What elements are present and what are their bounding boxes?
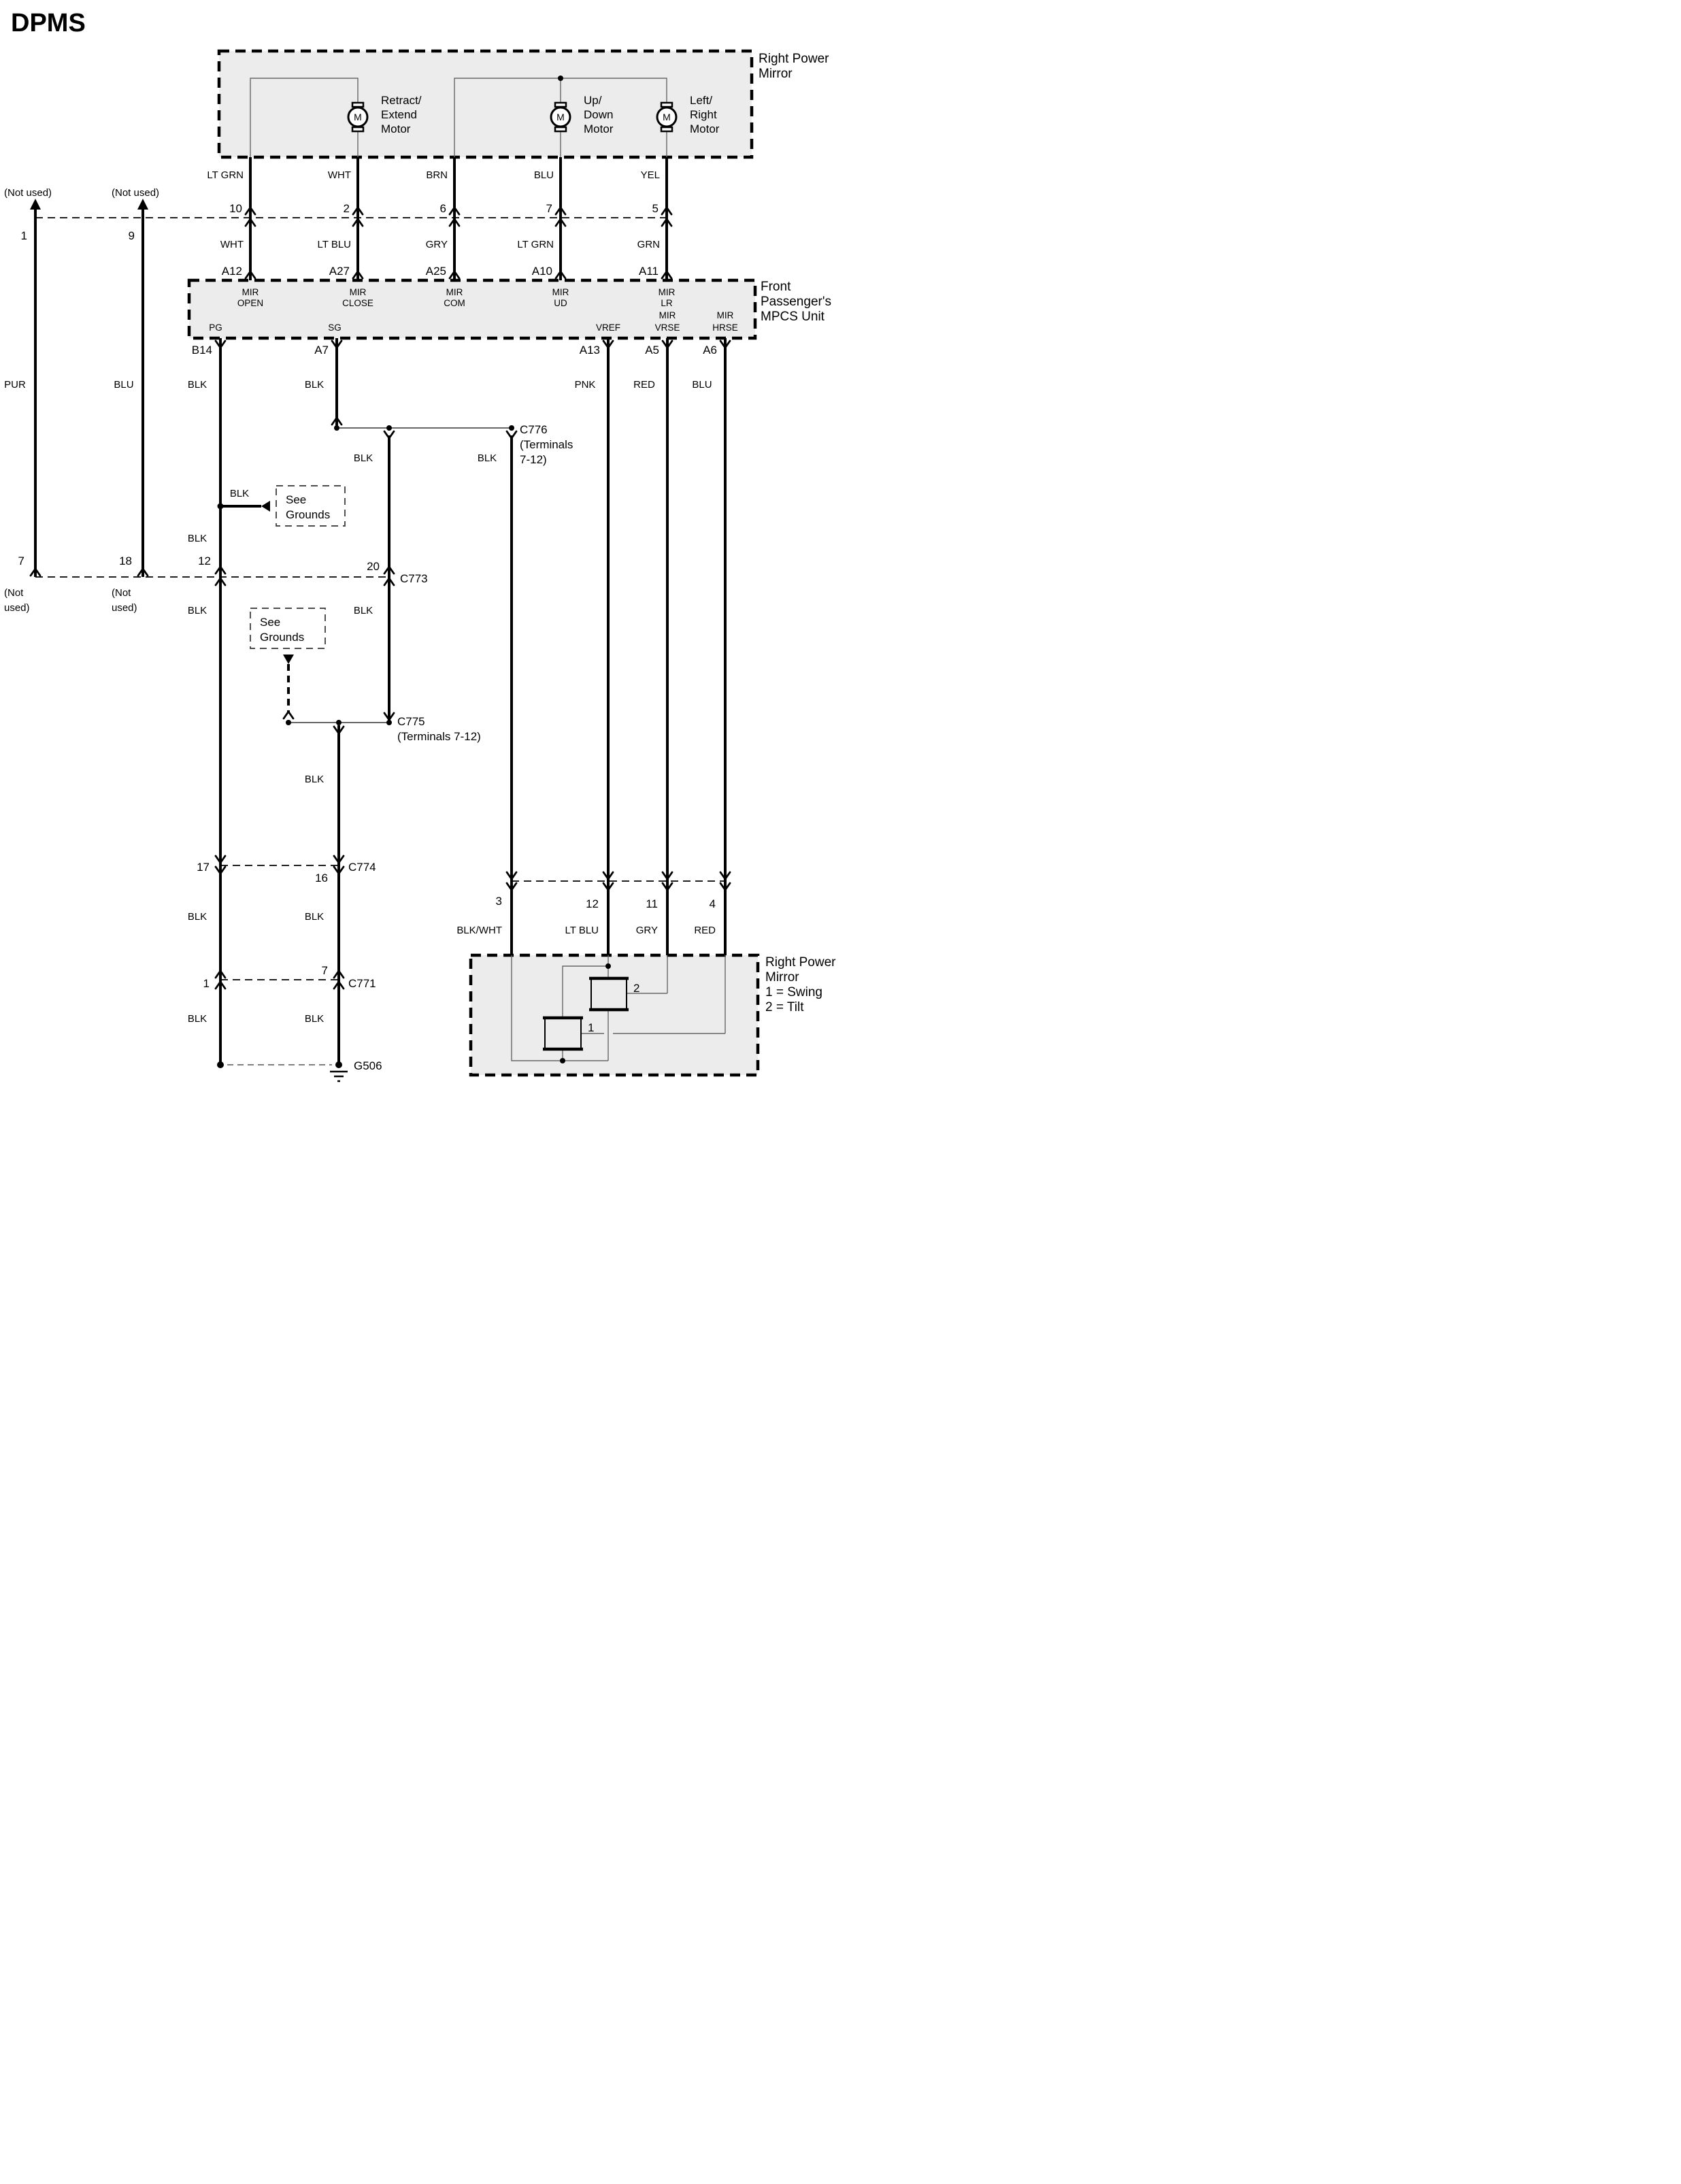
pin-number: 7 xyxy=(321,964,328,977)
wire-color: BLK xyxy=(353,605,373,616)
mpcs-label-line3: MPCS Unit xyxy=(761,310,825,324)
not-used-label: (Not xyxy=(4,587,24,599)
wire-color: BLU xyxy=(692,379,712,391)
pin-number: A6 xyxy=(703,344,717,357)
wire-color: PUR xyxy=(4,379,26,391)
see-grounds-label: Grounds xyxy=(286,508,331,521)
pin-number: 1 xyxy=(203,977,210,990)
motor-label: Retract/ xyxy=(381,94,422,107)
terminal-label: LR xyxy=(661,298,673,308)
motor-label: Down xyxy=(584,108,614,121)
pin-number: 17 xyxy=(197,861,210,874)
mpcs-entry-chevrons xyxy=(246,271,671,278)
wire-color: BLU xyxy=(533,169,554,181)
pin-number: 9 xyxy=(128,229,135,242)
junction-dot xyxy=(560,1058,565,1063)
ground-arrow-icon xyxy=(261,501,270,512)
pin-number: 12 xyxy=(198,555,211,567)
wire-color: BLK xyxy=(187,533,207,544)
not-used-label: (Not used) xyxy=(112,187,160,199)
wire-color: BLK xyxy=(304,379,324,391)
pin-number: 7 xyxy=(18,555,24,567)
terminal-label: HRSE xyxy=(712,322,738,333)
mpcs-output-colors xyxy=(4,379,712,391)
wire-color: PNK xyxy=(574,379,596,391)
component-number: 2 xyxy=(633,982,640,995)
motor-symbol: M xyxy=(354,112,362,122)
wire-color: GRY xyxy=(635,925,658,936)
terminal-label: SG xyxy=(328,322,342,333)
arrow-up-icon xyxy=(137,199,148,210)
ground-g506 xyxy=(217,1061,348,1081)
bottom-box-label-line4: 2 = Tilt xyxy=(765,1000,804,1014)
top-box-label-line1: Right Power xyxy=(759,52,829,66)
connector-label: C775 xyxy=(397,715,425,728)
pin-number: A11 xyxy=(639,265,659,278)
pin-number: 20 xyxy=(367,560,380,573)
arrow-up-icon xyxy=(30,199,41,210)
dpms-wiring-diagram xyxy=(0,0,840,1092)
pin-number: A27 xyxy=(329,265,350,278)
c773-chevrons xyxy=(31,567,394,585)
bottom-box-label-line2: Mirror xyxy=(765,970,799,985)
pin-number: A5 xyxy=(645,344,659,357)
pin-number: 12 xyxy=(586,897,599,910)
terminal-label: MIR xyxy=(659,310,676,320)
junction-dot xyxy=(605,963,611,969)
pin-number: A7 xyxy=(314,344,329,357)
wire-color: BLK xyxy=(304,1013,324,1025)
wire-color: RED xyxy=(694,925,716,936)
terminal-label: UD xyxy=(554,298,567,308)
terminal-label: VREF xyxy=(595,322,621,333)
mpcs-output-pins xyxy=(192,344,717,357)
motor-label: Motor xyxy=(584,122,614,135)
wire-color: LT BLU xyxy=(317,239,351,250)
junction-dot xyxy=(558,76,563,81)
pin-number: 16 xyxy=(315,872,328,884)
not-used-label: (Not xyxy=(112,587,131,599)
wire-color: BLU xyxy=(114,379,134,391)
motor-symbol: M xyxy=(663,112,671,122)
wire-color: GRY xyxy=(425,239,448,250)
junction-dot xyxy=(335,1061,342,1068)
pin-number: A10 xyxy=(531,265,552,278)
wire-color: BLK xyxy=(187,379,207,391)
pin-number: 7 xyxy=(546,202,552,215)
terminal-label: OPEN xyxy=(237,298,264,308)
connector-label: C771 xyxy=(348,977,376,990)
wire-color: BLK xyxy=(187,911,207,923)
terminal-label: CLOSE xyxy=(342,298,373,308)
pin-number: A13 xyxy=(579,344,600,357)
pin-number: B14 xyxy=(191,344,212,357)
not-used-label: (Not used) xyxy=(4,187,52,199)
wire-color: BLK xyxy=(304,774,324,785)
wire-color: BLK xyxy=(187,1013,207,1025)
not-used-label: used) xyxy=(4,602,30,614)
motor-label: Up/ xyxy=(584,94,602,107)
see-grounds-label: Grounds xyxy=(260,631,305,644)
right-power-mirror-bottom-box xyxy=(471,955,758,1075)
bottom-box-label-line1: Right Power xyxy=(765,955,836,970)
wire-color: WHT xyxy=(220,239,244,250)
not-used-label: used) xyxy=(112,602,137,614)
pin-number: 1 xyxy=(20,229,27,242)
pin-number: A25 xyxy=(425,265,446,278)
pin-number: 18 xyxy=(119,555,132,567)
terminal-label: MIR xyxy=(446,287,463,297)
pin-number: A12 xyxy=(221,265,242,278)
connector-label: (Terminals xyxy=(520,438,573,451)
wiring-diagram-page xyxy=(0,0,840,1092)
terminal-label: MIR xyxy=(349,287,367,297)
junction-dot xyxy=(334,425,339,431)
pin-number: 2 xyxy=(343,202,350,215)
terminal-label: MIR xyxy=(716,310,734,320)
wire-color: BLK xyxy=(229,488,250,499)
junction-dot xyxy=(386,425,392,431)
wire-color: BLK xyxy=(477,452,497,464)
wire-color: BLK xyxy=(304,911,324,923)
connector-label: C773 xyxy=(400,572,428,585)
see-grounds-1 xyxy=(218,486,346,526)
page-title: DPMS xyxy=(11,9,86,37)
upper-wire-labels xyxy=(207,169,660,278)
pin-number: 3 xyxy=(495,895,502,908)
wire-color: BLK xyxy=(353,452,373,464)
connector-label: C774 xyxy=(348,861,376,874)
junction-dot xyxy=(509,425,514,431)
wire-color: BLK xyxy=(187,605,207,616)
wire-color: LT GRN xyxy=(517,239,554,250)
connector-chevrons-top xyxy=(246,208,671,226)
motor-label: Extend xyxy=(381,108,417,121)
connector-label: (Terminals 7-12) xyxy=(397,730,481,743)
top-box-label-line2: Mirror xyxy=(759,67,793,81)
wire-color: YEL xyxy=(640,169,660,181)
see-grounds-label: See xyxy=(260,616,281,629)
pin-number: 10 xyxy=(229,202,242,215)
junction-dot xyxy=(286,720,291,725)
pin-number: 11 xyxy=(646,897,658,910)
ground-label: G506 xyxy=(354,1059,382,1072)
bottom-box-label-line3: 1 = Swing xyxy=(765,985,822,999)
connector-label: C776 xyxy=(520,423,548,436)
wire-color: WHT xyxy=(327,169,351,181)
wire-color: LT BLU xyxy=(565,925,599,936)
motor-label: Motor xyxy=(690,122,720,135)
mpcs-label-line2: Passenger's xyxy=(761,295,831,309)
motor-label: Right xyxy=(690,108,717,121)
motor-label: Motor xyxy=(381,122,411,135)
terminal-label: MIR xyxy=(242,287,259,297)
motor-label: Left/ xyxy=(690,94,713,107)
wire-color: BLK/WHT xyxy=(456,925,502,936)
wire-color: RED xyxy=(633,379,655,391)
pin-number: 6 xyxy=(439,202,446,215)
see-grounds-label: See xyxy=(286,493,307,506)
terminal-label: PG xyxy=(209,322,222,333)
component-number: 1 xyxy=(588,1021,595,1034)
wire-color: LT GRN xyxy=(207,169,244,181)
connector-label: 7-12) xyxy=(520,453,547,466)
motor-symbol: M xyxy=(556,112,565,122)
terminal-label: COM xyxy=(444,298,465,308)
pin-number: 5 xyxy=(652,202,659,215)
mpcs-label-line1: Front xyxy=(761,280,791,294)
terminal-label: MIR xyxy=(658,287,676,297)
terminal-label: MIR xyxy=(552,287,569,297)
junction-dot xyxy=(336,720,342,725)
terminal-label: VRSE xyxy=(654,322,680,333)
wire-color: GRN xyxy=(637,239,660,250)
ground-arrow-icon xyxy=(283,655,294,664)
see-grounds-2 xyxy=(250,608,325,713)
junction-dot xyxy=(217,1061,224,1068)
mirror-to-mpcs-wires xyxy=(250,157,667,280)
wire-color: BRN xyxy=(426,169,448,181)
pin-number: 4 xyxy=(709,897,716,910)
